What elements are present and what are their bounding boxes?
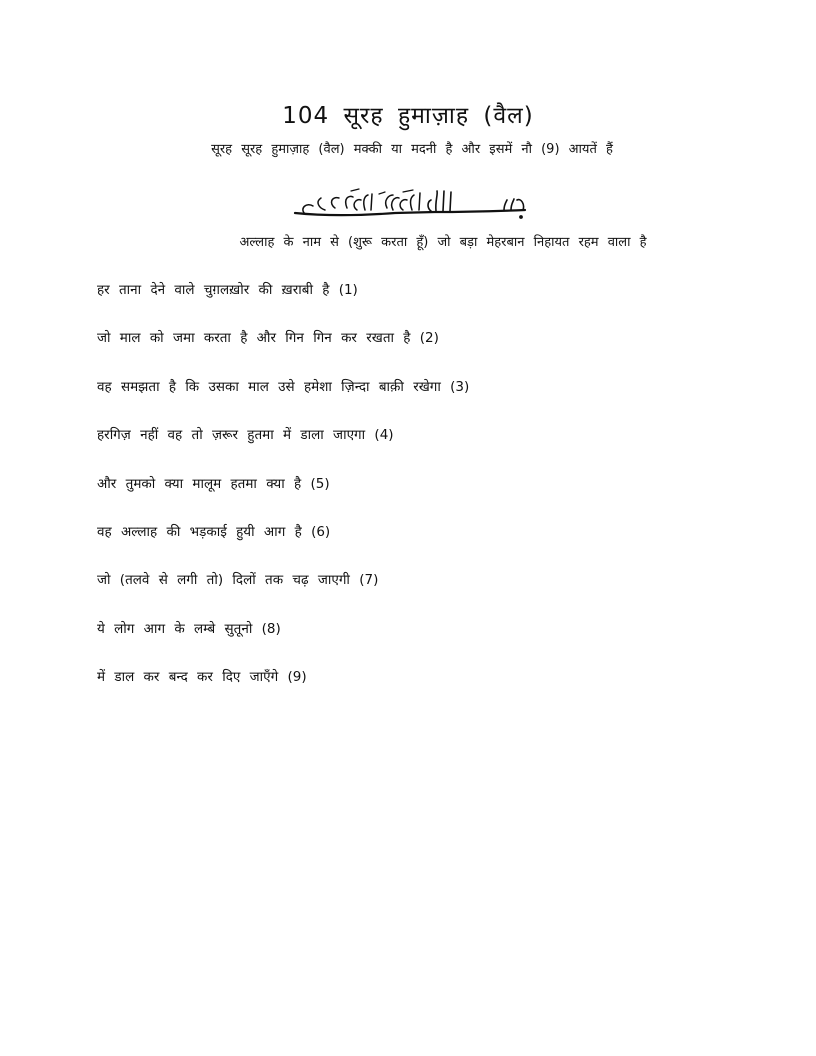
verse-7: जो (तलवे से लगी तो) दिलों तक चढ़ जाएगी (7) — [97, 572, 379, 589]
surah-title: 104 सूरह हुमाज़ाह (वैल) — [282, 103, 534, 129]
verse-3: वह समझता है कि उसका माल उसे हमेशा ज़िन्दा बाक़ी रखेगा (3) — [97, 378, 470, 395]
verse-8: ये लोग आग के लम्बे सुतूनो (8) — [97, 620, 281, 637]
verse-6: वह अल्लाह की भड़काई हुयी आग है (6) — [97, 523, 331, 540]
basmala-calligraphy-icon — [285, 186, 535, 222]
verse-2: जो माल को जमा करता है और गिन गिन कर रखता है (2) — [97, 330, 439, 347]
verse-1: हर ताना देने वाले चुग़लख़ोर की ख़राबी है (1) — [97, 282, 358, 298]
verse-9: में डाल कर बन्द कर दिए जाएँगे (9) — [97, 669, 307, 686]
verse-5: और तुमको क्या मालूम हतमा क्या है (5) — [97, 475, 330, 492]
verse-4: हरगिज़ नहीं वह तो ज़रूर हुतमा में डाला जाएगा (4) — [97, 427, 394, 444]
surah-subtitle: सूरह सूरह हुमाज़ाह (वैल) मक्की या मदनी है और इसमें नौ (9) आयतें हैं — [211, 142, 613, 157]
bismillah-translation: अल्लाह के नाम से (शुरू करता हूँ) जो बड़ा मेहरबान निहायत रहम वाला है — [239, 235, 647, 250]
verse-list — [97, 280, 777, 716]
